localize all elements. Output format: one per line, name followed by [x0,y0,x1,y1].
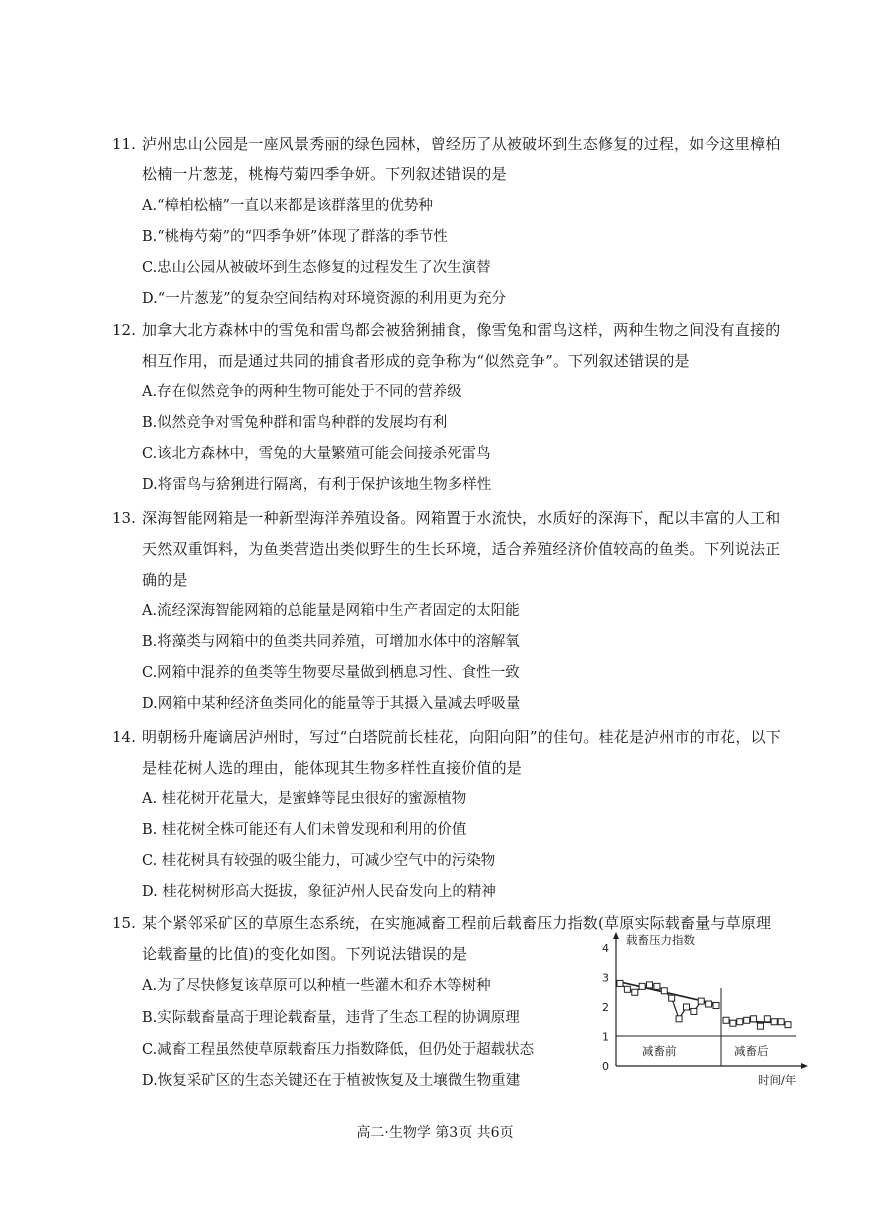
option-d: D.将雷鸟与猞猁进行隔离，有利于保护该地生物多样性 [142,477,492,493]
question-number: 12. [112,321,136,339]
data-point [778,1019,784,1025]
question-stem-line: 明朝杨升庵谪居泸州时，写过“白塔院前长桂花，向阳向阳”的佳句。桂花是泸州市的市花，以下 [142,728,781,746]
option-c: C.减畜工程虽然使草原载畜压力指数降低，但仍处于超载状态 [142,1042,535,1058]
question-number: 11. [112,135,136,153]
data-point [676,1016,682,1022]
question-stem-line: 是桂花树人选的理由，能体现其生物多样性直接价值的是 [142,759,523,777]
question-stem-line: 天然双重饵料，为鱼类营造出类似野生的生长环境，适合养殖经济价值较高的鱼类。下列说法正 [142,540,781,558]
data-point [785,1022,791,1028]
data-point [683,1004,689,1010]
question-stem-line: 泸州忠山公园是一座风景秀丽的绿色园林，曾经历了从被破坏到生态修复的过程，如今这里樟柏 [142,135,781,153]
question-number: 14. [112,728,136,746]
option-d: D.“一片葱茏”的复杂空间结构对环境资源的利用更为充分 [142,291,507,307]
question-stem-line: 深海智能网箱是一种新型海洋养殖设备。网箱置于水流快，水质好的深海下，配以丰富的人工和 [142,509,781,527]
data-point [632,989,638,995]
question-number: 13. [112,509,136,527]
data-point [647,982,653,988]
question-stem-line: 相互作用，而是通过共同的捕食者形成的竞争称为“似然竞争”。下列叙述错误的是 [142,352,690,370]
data-point [654,983,660,989]
data-point [723,1017,729,1023]
data-point [669,995,675,1001]
option-c: C.忠山公园从被破坏到生态修复的过程发生了次生演替 [142,260,491,276]
question-stem-line: 某个紧邻采矿区的草原生态系统，在实施减畜工程前后载畜压力指数(草原实际载畜量与草原理 [142,914,772,932]
option-c: C.该北方森林中，雪兔的大量繁殖可能会间接杀死雷鸟 [142,446,491,462]
data-point [744,1017,750,1023]
data-point [639,983,645,989]
option-b: B.“桃梅芍菊”的“四季争妍”体现了群落的季节性 [142,229,448,245]
question-number: 15. [112,914,136,932]
question-stem-line: 论载畜量的比值)的变化如图。下列说法错误的是 [142,945,468,963]
option-a: A. 桂花树开花量大，是蜜蜂等昆虫很好的蜜源植物 [142,791,467,807]
region-label-after: 减畜后 [734,1044,769,1058]
y-tick-label: 4 [602,942,609,955]
data-point [730,1020,736,1026]
option-b: B.似然竞争对雪兔种群和雷鸟种群的发展均有利 [142,415,448,431]
y-tick-label: 2 [602,1001,609,1014]
y-tick-label: 1 [602,1030,609,1044]
y-tick-label: 3 [602,971,609,985]
option-a: A.存在似然竞争的两种生物可能处于不同的营养级 [142,384,462,400]
data-point [737,1019,743,1025]
question-stem-line: 松楠一片葱茏，桃梅芍菊四季争妍。下列叙述错误的是 [142,165,507,183]
option-b: B. 桂花树全株可能还有人们未曾发现和利用的价值 [142,822,467,838]
data-point [771,1019,777,1025]
data-point [713,1003,719,1009]
y-axis-arrow [613,932,619,939]
data-point [624,986,630,992]
data-point [757,1023,763,1029]
option-a: A.“樟柏松楠”一直以来都是该群落里的优势种 [142,198,433,214]
grazing-pressure-chart [598,928,810,1090]
chart-xlabel: 时间/年 [758,1073,797,1087]
x-axis-arrow [801,1063,808,1069]
option-b: B.实际载畜量高于理论载畜量，违背了生态工程的协调原理 [142,1010,520,1026]
data-point [691,1008,697,1014]
option-d: D. 桂花树树形高大挺拔，象征泸州人民奋发向上的精神 [142,884,496,900]
question-stem-line: 加拿大北方森林中的雪兔和雷鸟都会被猞猁捕食，像雪兔和雷鸟这样，两种生物之间没有直接的 [142,321,781,339]
option-b: B.将藻类与网箱中的鱼类共同养殖，可增加水体中的溶解氧 [142,634,520,650]
question-stem-line: 确的是 [142,571,188,589]
chart-ylabel: 载畜压力指数 [626,933,695,947]
option-c: C.网箱中混养的鱼类等生物要尽量做到栖息习性、食性一致 [142,665,520,681]
option-d: D.恢复采矿区的生态关键还在于植被恢复及土壤微生物重建 [142,1073,521,1089]
data-point [698,998,704,1004]
data-point [661,988,667,994]
page-footer: 高二·生物学 第3页 共6页 [356,1125,514,1141]
region-label-before: 减畜前 [642,1044,677,1058]
option-d: D.网箱中某种经济鱼类同化的能量等于其摄入量减去呼吸量 [142,696,521,712]
data-point [764,1016,770,1022]
option-a: A.为了尽快修复该草原可以种植一些灌木和乔木等树种 [142,978,491,994]
data-point [751,1016,757,1022]
data-point [706,1001,712,1007]
option-c: C. 桂花树具有较强的吸尘能力，可减少空气中的污染物 [142,853,496,869]
data-point [617,980,623,986]
option-a: A.流经深海智能网箱的总能量是网箱中生产者固定的太阳能 [142,603,520,619]
y-tick-label: 0 [602,1060,609,1073]
